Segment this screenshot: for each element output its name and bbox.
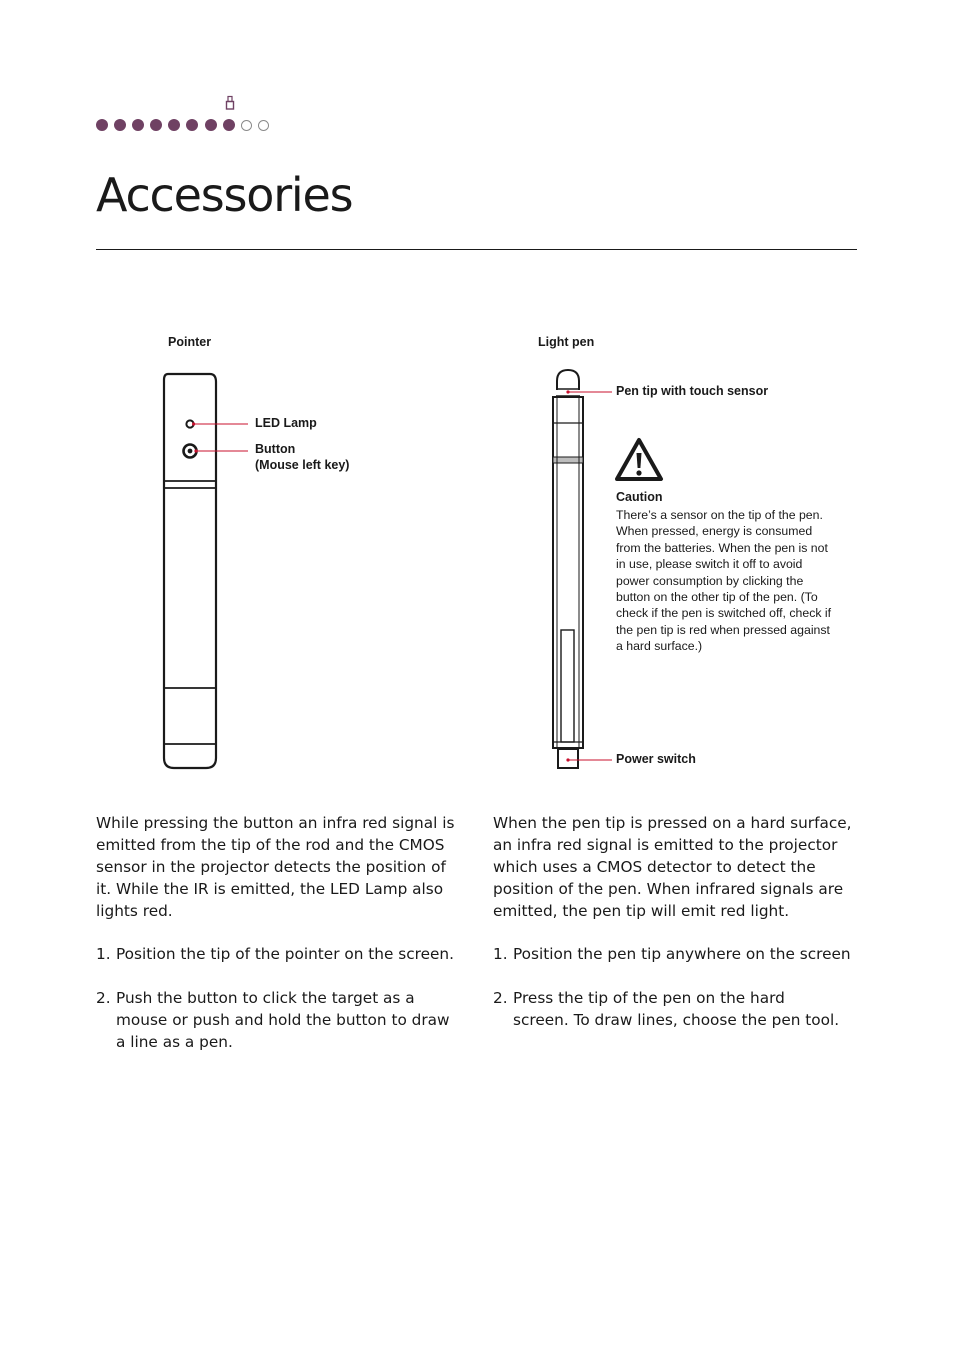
- step-number: 1.: [96, 945, 111, 963]
- progress-dot-filled: [114, 119, 126, 131]
- light-pen-figure-label: Light pen: [538, 335, 595, 349]
- light-pen-illustration: [540, 360, 620, 780]
- callout-button-sub: (Mouse left key): [255, 458, 350, 472]
- warning-icon: [614, 437, 664, 483]
- step-text: Press the tip of the pen on the hard screen. To draw lines, choose the pen tool.: [513, 989, 840, 1029]
- callout-power-switch: Power switch: [616, 752, 696, 766]
- step-text: Position the pen tip anywhere on the screen: [513, 945, 851, 963]
- pointer-figure-label: Pointer: [168, 335, 212, 349]
- caution-text: There’s a sensor on the tip of the pen. When pressed, energy is consumed from the batteries. When the pen is not in use, please switch it off to avoid power consumption by clicking the button on the other tip of the pen. (To check if the pen is switched off, check if the pen tip is red when pressed against a hard surface.): [616, 508, 832, 654]
- step-text: Push the button to click the target as a mouse or push and hold the button to draw a line as a pen.: [116, 989, 450, 1051]
- pen-icon: [225, 96, 235, 110]
- step-number: 1.: [493, 945, 508, 963]
- progress-dot-empty: [241, 120, 252, 131]
- progress-dot-empty: [258, 120, 269, 131]
- progress-dots: [96, 119, 269, 131]
- progress-dot-filled: [186, 119, 198, 131]
- pointer-illustration: [150, 360, 250, 780]
- title-divider: [96, 249, 857, 250]
- callout-pen-tip: Pen tip with touch sensor: [616, 384, 769, 398]
- step-number: 2.: [493, 989, 508, 1007]
- caution-title: Caution: [616, 490, 663, 504]
- progress-dot-filled: [168, 119, 180, 131]
- callout-button: Button: [255, 442, 296, 456]
- step-text: Position the tip of the pointer on the screen.: [116, 945, 454, 963]
- page-title: Accessories: [96, 168, 353, 222]
- pointer-description: While pressing the button an infra red signal is emitted from the tip of the rod and the CMOS sensor in the projector detects the position of it. While the IR is emitted, the LED Lamp also lights red.: [96, 814, 455, 920]
- step-number: 2.: [96, 989, 111, 1007]
- progress-dot-filled: [132, 119, 144, 131]
- progress-dot-filled: [223, 119, 235, 131]
- progress-dot-filled: [205, 119, 217, 131]
- progress-dot-filled: [96, 119, 108, 131]
- progress-dot-filled: [150, 119, 162, 131]
- callout-led-lamp: LED Lamp: [255, 416, 317, 430]
- light-pen-description: When the pen tip is pressed on a hard surface, an infra red signal is emitted to the projector which uses a CMOS detector to detect the position of the pen. When infrared signals are emitted, the pen tip will emit red light.: [493, 814, 852, 920]
